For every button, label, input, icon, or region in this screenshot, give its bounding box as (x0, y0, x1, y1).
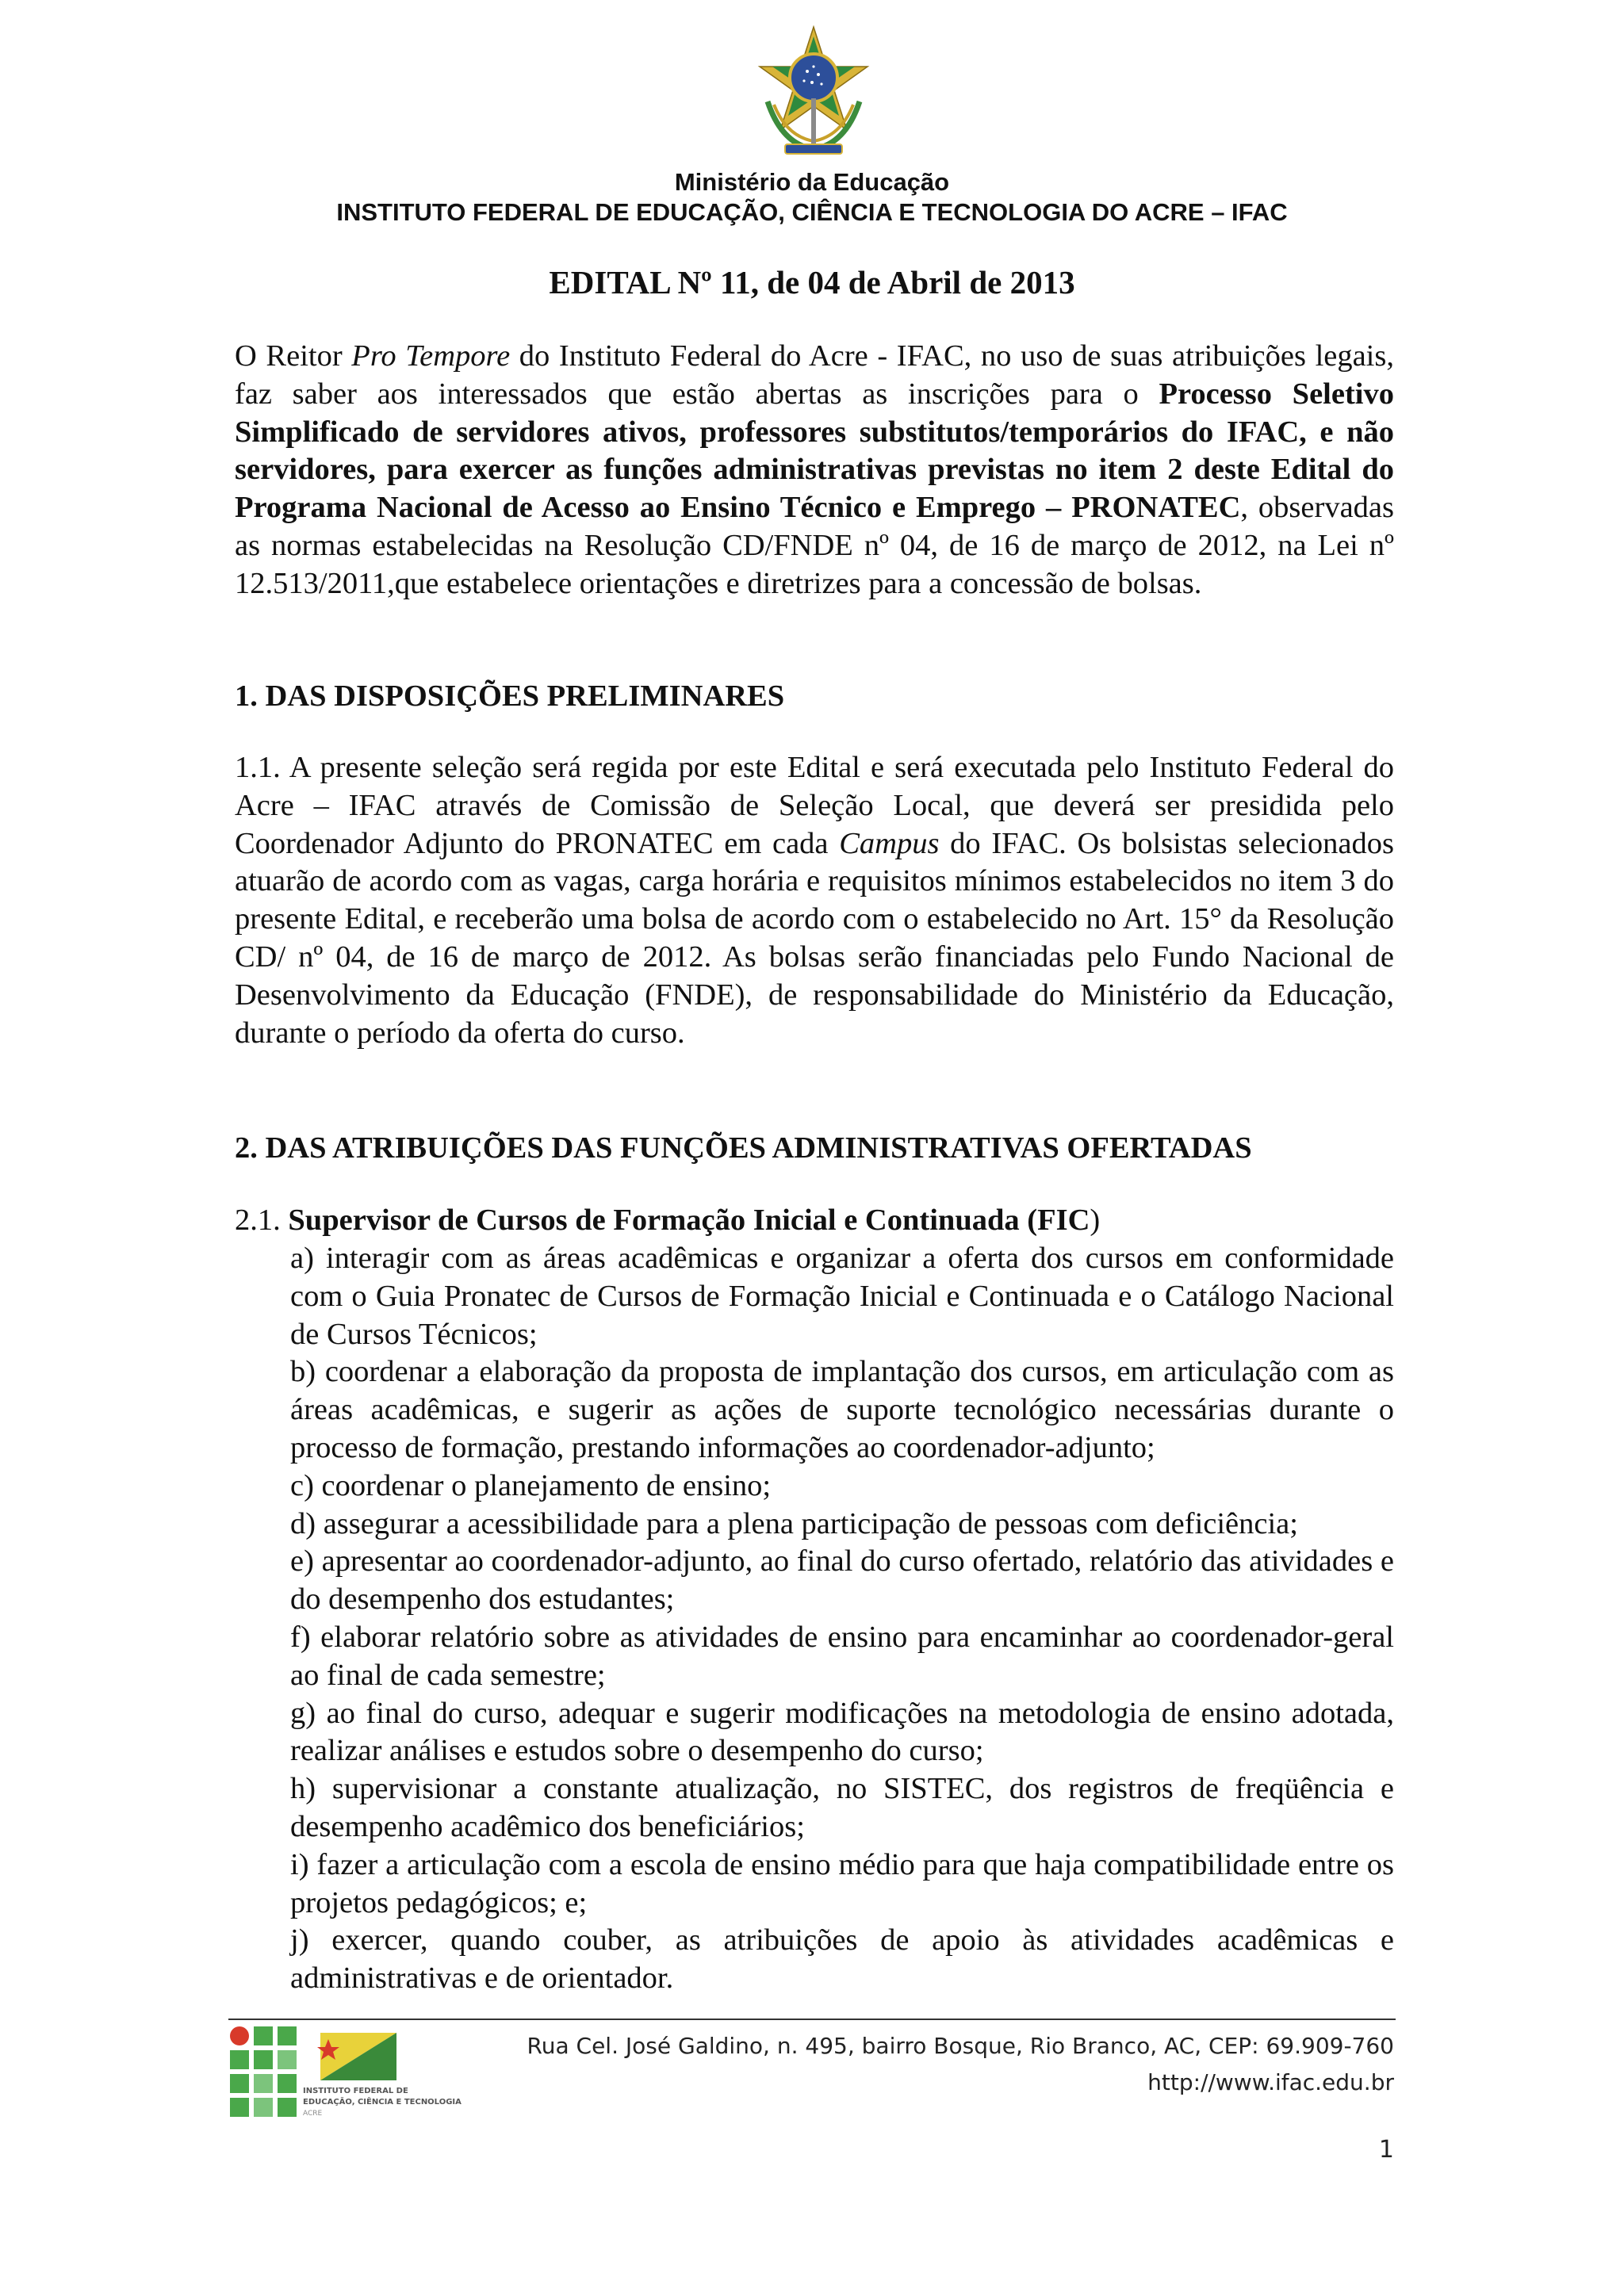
s21-title: Supervisor de Cursos de Formação Inicial e Continuada (FIC (288, 1203, 1090, 1237)
subsection-2-1-items (290, 1240, 1394, 1998)
logo-text-2: EDUCAÇÃO, CIÊNCIA E TECNOLOGIA (303, 2098, 462, 2107)
p11-text-c: do IFAC. Os bolsistas selecionados atuarão de acordo com as vagas, carga horária e requisitos mínimos estabelecidos no item 3 do presente Edital, e receberão uma bolsa de acordo com o estabelecido no Art. 15° da Resolução CD/ nº 04, de 16 de março de 2012. As bolsas serão financiadas pelo Fundo Nacional de Desenvolvimento da Educação (FNDE), de responsabilidade do Ministério da Educação, durante o período da oferta do curso. (235, 826, 1394, 1050)
footer-address-block (527, 2028, 1394, 2101)
intro-text-4: Processo Seletivo Simplificado de servidores ativos, professores substitutos/temporários do IFAC, e não servidores, para exercer as funções administrativas previstas no item 2 deste Edital do Programa Nacional de Acesso ao Ensino Técnico e Emprego – PRONATEC (235, 377, 1394, 525)
intro-paragraph (235, 338, 1394, 603)
paragraph-1-1 (235, 749, 1394, 1052)
list-item: e) apresentar ao coordenador-adjunto, ao final do curso ofertado, relatório das atividades e do desempenho dos estudantes; (290, 1544, 1394, 1617)
list-item: b) coordenar a elaboração da proposta de implantação dos cursos, em articulação com as áreas acadêmicas, e sugerir as ações de suporte tecnológico necessárias durante o processo de formação, prestando informações ao coordenador-adjunto; (290, 1355, 1394, 1464)
p11-text-b: Campus (839, 826, 940, 860)
ministry-name: Ministério da Educação (674, 168, 950, 196)
list-item: h) supervisionar a constante atualização, no SISTEC, dos registros de freqüência e desempenho acadêmico dos beneficiários; (290, 1772, 1394, 1843)
footer-address: Rua Cel. José Galdino, n. 495, bairro Bosque, Rio Branco, AC, CEP: 69.909-760 (527, 2033, 1394, 2059)
list-item: j) exercer, quando couber, as atribuições de apoio às atividades acadêmicas e administrativas e de orientador. (290, 1923, 1394, 1996)
footer-divider (228, 2019, 1396, 2020)
list-item: g) ao final do curso, adequar e sugerir modificações na metodologia de ensino adotada, realizar análises e estudos sobre o desempenho do curso; (290, 1696, 1394, 1768)
p11-text-a: 1.1. A presente seleção será regida por este Edital e será executada pelo Instituto Federal do Acre – IFAC através de Comissão de Seleção Local, que deverá ser presidida pelo Coordenador Adjunto do PRONATEC em cada (235, 751, 1394, 860)
intro-text-3: do Instituto Federal do Acre - IFAC, no uso de suas atribuições legais, faz saber aos interessados que estão abertas as inscrições para o (235, 339, 1394, 411)
brazil-coat-of-arms-icon (750, 25, 877, 160)
logo-text-1: INSTITUTO FEDERAL DE (303, 2087, 408, 2095)
intro-text-1: O Reitor (235, 339, 352, 373)
intro-text-2: Pro Tempore (351, 339, 511, 373)
intro-text-5: , observadas as normas estabelecidas na Resolução CD/FNDE nº 04, de 16 de março de 2012, na Lei nº 12.513/2011,que estabelece orientações e diretrizes para a concessão de bolsas. (235, 491, 1394, 600)
s21-close: ) (1090, 1203, 1101, 1237)
logo-text-3: ACRE (303, 2110, 323, 2118)
ifac-logo (227, 2023, 496, 2126)
section-1-heading: 1. DAS DISPOSIÇÕES PRELIMINARES (235, 679, 785, 713)
document-title: EDITAL Nº 11, de 04 de Abril de 2013 (549, 264, 1075, 300)
list-item: a) interagir com as áreas acadêmicas e organizar a oferta dos cursos em conformidade com o Guia Pronatec de Cursos de Formação Inicial e Continuada e o Catálogo Nacional de Cursos Técnicos; (290, 1242, 1394, 1351)
institute-name: INSTITUTO FEDERAL DE EDUCAÇÃO, CIÊNCIA E TECNOLOGIA DO ACRE – IFAC (336, 198, 1288, 226)
s21-number: 2.1. (235, 1203, 289, 1237)
page-number: 1 (1378, 2136, 1394, 2164)
list-item: c) coordenar o planejamento de ensino; (290, 1468, 772, 1502)
list-item: d) assegurar a acessibilidade para a plena participação de pessoas com deficiência; (290, 1506, 1298, 1540)
list-item: f) elaborar relatório sobre as atividades de ensino para encaminhar ao coordenador-geral ao final de cada semestre; (290, 1620, 1394, 1692)
subsection-2-1-heading (235, 1202, 1394, 1240)
section-2-heading: 2. DAS ATRIBUIÇÕES DAS FUNÇÕES ADMINISTRATIVAS OFERTADAS (235, 1131, 1252, 1165)
list-item: i) fazer a articulação com a escola de ensino médio para que haja compatibilidade entre os projetos pedagógicos; e; (290, 1847, 1394, 1919)
footer-url[interactable]: http://www.ifac.edu.br (1147, 2069, 1394, 2095)
